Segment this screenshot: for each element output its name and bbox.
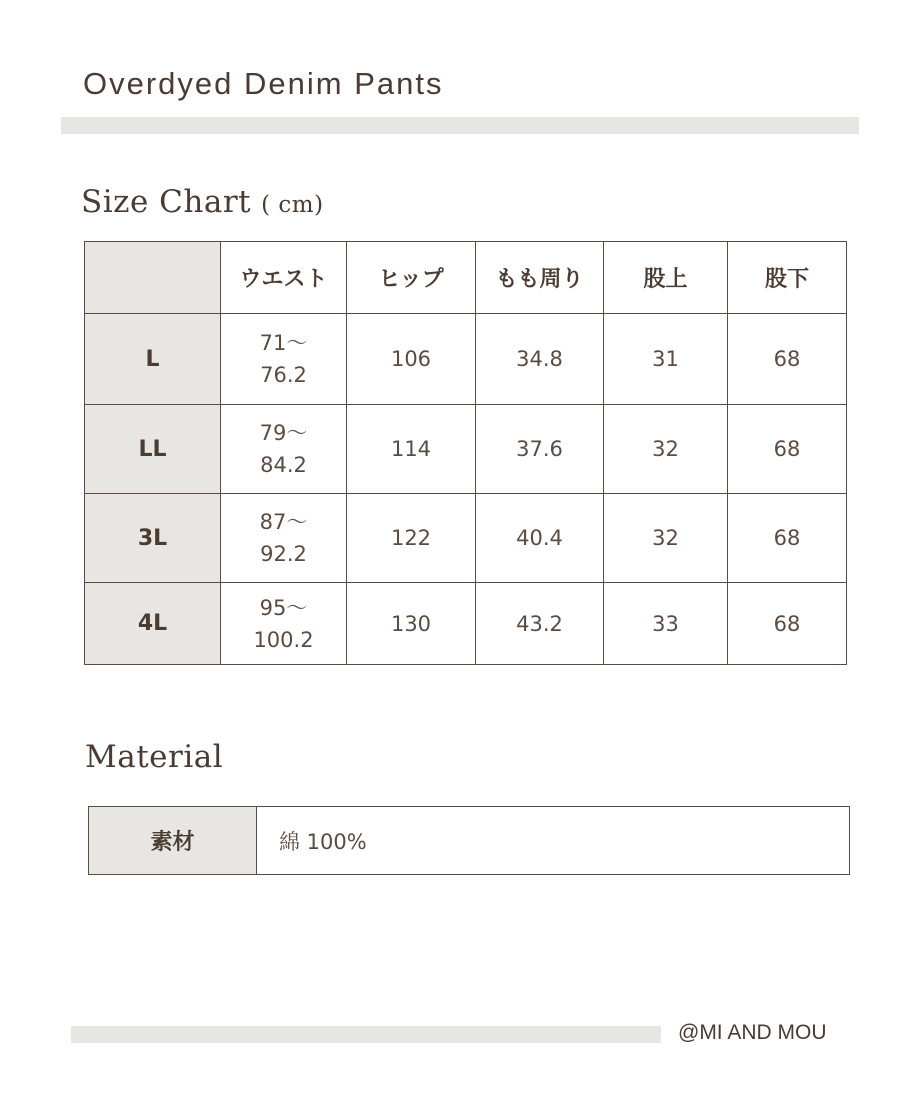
header-hip: ヒップ bbox=[347, 242, 476, 314]
hip-cell: 122 bbox=[347, 494, 476, 583]
size-label-cell: 3L bbox=[85, 494, 221, 583]
material-value-cell: 綿 100% bbox=[257, 807, 850, 875]
waist-max: 92.2 bbox=[260, 542, 307, 566]
table-row bbox=[85, 583, 847, 665]
material-heading: Material bbox=[85, 739, 224, 775]
hip-cell: 114 bbox=[347, 405, 476, 494]
thigh-cell: 43.2 bbox=[476, 583, 604, 665]
waist-max: 100.2 bbox=[253, 627, 314, 652]
waist-min: 79〜 bbox=[259, 421, 308, 445]
size-chart-table bbox=[84, 241, 847, 665]
inseam-cell: 68 bbox=[728, 583, 847, 665]
rise-cell: 33 bbox=[604, 583, 728, 665]
size-chart-title: Size Chart bbox=[81, 184, 252, 220]
material-label-cell: 素材 bbox=[89, 807, 257, 875]
header-inseam: 股下 bbox=[728, 242, 847, 314]
size-table-header-row bbox=[85, 242, 847, 314]
rise-cell: 32 bbox=[604, 494, 728, 583]
table-row bbox=[85, 494, 847, 583]
material-row bbox=[89, 807, 850, 875]
hip-cell: 130 bbox=[347, 583, 476, 665]
rise-cell: 32 bbox=[604, 405, 728, 494]
inseam-cell: 68 bbox=[728, 494, 847, 583]
size-label-cell: LL bbox=[85, 405, 221, 494]
inseam-cell: 68 bbox=[728, 405, 847, 494]
inseam-cell: 68 bbox=[728, 314, 847, 405]
thigh-cell: 40.4 bbox=[476, 494, 604, 583]
rise-cell: 31 bbox=[604, 314, 728, 405]
size-label-cell: L bbox=[85, 314, 221, 405]
waist-min: 95〜 bbox=[259, 595, 308, 620]
waist-cell bbox=[221, 314, 347, 405]
size-label-cell: 4L bbox=[85, 583, 221, 665]
waist-min: 71〜 bbox=[259, 331, 308, 355]
size-chart-heading bbox=[81, 184, 324, 220]
table-row bbox=[85, 405, 847, 494]
table-row bbox=[85, 314, 847, 405]
header-corner-cell bbox=[85, 242, 221, 314]
waist-max: 76.2 bbox=[260, 363, 307, 387]
waist-cell bbox=[221, 494, 347, 583]
waist-cell bbox=[221, 583, 347, 665]
product-title: Overdyed Denim Pants bbox=[83, 66, 444, 101]
waist-cell bbox=[221, 405, 347, 494]
material-table bbox=[88, 806, 850, 875]
thigh-cell: 37.6 bbox=[476, 405, 604, 494]
top-divider-bar bbox=[61, 117, 859, 134]
bottom-divider-bar bbox=[71, 1026, 661, 1043]
thigh-cell: 34.8 bbox=[476, 314, 604, 405]
header-waist: ウエスト bbox=[221, 242, 347, 314]
hip-cell: 106 bbox=[347, 314, 476, 405]
waist-min: 87〜 bbox=[259, 510, 308, 534]
header-thigh: もも周り bbox=[476, 242, 604, 314]
size-chart-unit: ( cm) bbox=[261, 192, 324, 218]
header-rise: 股上 bbox=[604, 242, 728, 314]
brand-credit: @MI AND MOU bbox=[678, 1021, 827, 1044]
waist-max: 84.2 bbox=[260, 453, 307, 477]
